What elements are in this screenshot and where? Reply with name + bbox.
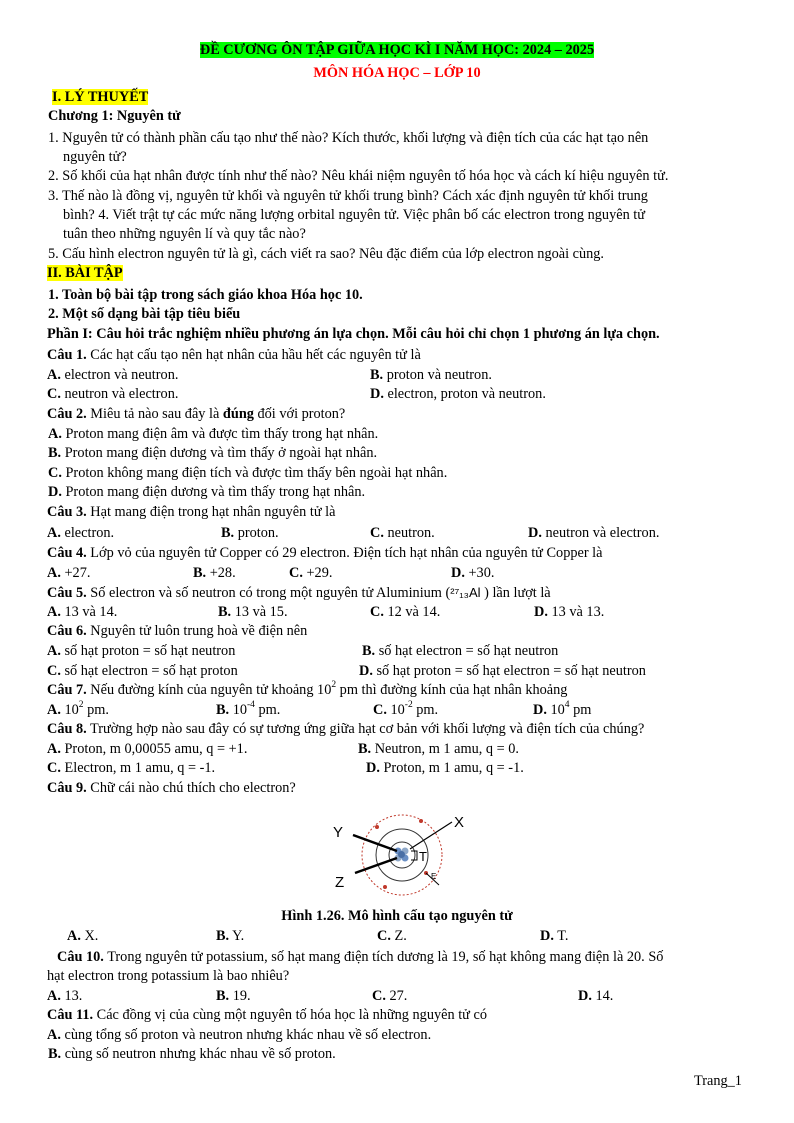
question-4-option-d: D. +30. <box>451 565 495 581</box>
question-9-option-d: D. T. <box>540 928 569 944</box>
question-2-option-a: A. Proton mang điện âm và được tìm thấy trong hạt nhân. <box>48 426 379 442</box>
label-z: Z <box>335 874 345 891</box>
question-9-option-c: C. Z. <box>377 928 407 944</box>
question-10-option-c: C. 27. <box>372 988 408 1004</box>
question-4-option-a: A. +27. <box>47 565 91 581</box>
pointer-z <box>355 858 397 873</box>
question-1: Câu 1. Các hạt cấu tạo nên hạt nhân của hầu hết các nguyên tử là <box>47 347 421 363</box>
question-6-option-c: C. số hạt electron = số hạt proton <box>47 663 238 679</box>
electron-dot <box>419 819 423 823</box>
question-5-option-c: C. 12 và 14. <box>370 604 441 620</box>
pointer-x <box>410 822 452 849</box>
figure-caption: Hình 1.26. Mô hình cấu tạo nguyên tử <box>281 908 513 924</box>
exercises-heading: II. BÀI TẬP <box>47 265 123 281</box>
question-10-option-a: A. 13. <box>47 988 83 1004</box>
question-1-option-c: C. neutron và electron. <box>47 386 179 402</box>
theory-question-2: 2. Số khối của hạt nhân được tính như thế nào? Nêu khái niệm nguyên tố hóa học và cách kí hiệu nguyên tử. <box>48 168 669 184</box>
document-title-line <box>0 41 794 61</box>
chapter-heading: Chương 1: Nguyên tử <box>48 108 181 124</box>
electron-dot <box>383 885 387 889</box>
question-8-option-b: B. Neutron, m 1 amu, q = 0. <box>358 741 519 757</box>
question-9: Câu 9. Chữ cái nào chú thích cho electron? <box>47 780 296 796</box>
document-title: ĐỀ CƯƠNG ÔN TẬP GIỮA HỌC KÌ I NĂM HỌC: 2024 – 2025 <box>199 42 595 58</box>
question-5-option-a: A. 13 và 14. <box>47 604 118 620</box>
exercise-item-2: 2. Một số dạng bài tập tiêu biểu <box>48 306 241 322</box>
question-10: Câu 10. Trong nguyên tử potassium, số hạt mang điện tích dương là 19, số hạt không mang điện là 20. Số <box>57 949 664 965</box>
label-y: Y <box>333 824 344 841</box>
label-e: E <box>431 872 437 881</box>
atom-model-figure <box>325 805 475 903</box>
part-1-heading: Phần I: Câu hỏi trắc nghiệm nhiều phương án lựa chọn. Mỗi câu hỏi chỉ chọn 1 phương án lựa chọn. <box>47 326 660 342</box>
question-1-option-b: B. proton và neutron. <box>370 367 492 383</box>
question-10-cont: hạt electron trong potassium là bao nhiêu? <box>47 968 290 984</box>
aluminium-symbol: ²⁷₁₃Al <box>450 585 481 600</box>
theory-question-5: 5. Cấu hình electron nguyên tử là gì, cách viết ra sao? Nêu đặc điểm của lớp electron ngoài cùng. <box>48 246 605 262</box>
question-10-option-b: B. 19. <box>216 988 251 1004</box>
question-1-option-d: D. electron, proton và neutron. <box>370 386 546 402</box>
question-5: Câu 5. Số electron và số neutron có trong một nguyên tử Aluminium (²⁷₁₃Al ) lần lượt là <box>47 585 551 601</box>
question-11-option-a: A. cùng tổng số proton và neutron nhưng khác nhau về số electron. <box>47 1027 432 1043</box>
question-1-option-a: A. electron và neutron. <box>47 367 179 383</box>
question-6-option-d: D. số hạt proton = số hạt electron = số hạt neutron <box>359 663 646 679</box>
question-7-option-b: B. $10^{-4}$ pm. <box>216 700 281 718</box>
question-6-option-b: B. số hạt electron = số hạt neutron <box>362 643 559 659</box>
question-6-option-a: A. số hạt proton = số hạt neutron <box>47 643 236 659</box>
question-3-option-b: B. proton. <box>221 525 279 541</box>
question-7-option-d: D. $10^4$ pm <box>533 700 592 718</box>
theory-question-3-cont2: tuân theo những nguyên lí và quy tắc nào? <box>63 226 306 242</box>
question-5-option-b: B. 13 và 15. <box>218 604 288 620</box>
theory-heading-line <box>52 88 148 108</box>
electron-dot <box>375 825 379 829</box>
question-8-option-d: D. Proton, m 1 amu, q = -1. <box>366 760 524 776</box>
question-2: Câu 2. Miêu tả nào sau đây là đúng đối với proton? <box>47 406 346 422</box>
question-3-option-d: D. neutron và electron. <box>528 525 660 541</box>
question-9-option-a: A. X. <box>67 928 99 944</box>
question-8-option-a: A. Proton, m 0,00055 amu, q = +1. <box>47 741 248 757</box>
question-7: Câu 7. Nếu đường kính của nguyên tử khoảng $10^2$ pm thì đường kính của hạt nhân khoảng <box>47 680 568 698</box>
question-11: Câu 11. Các đồng vị của cùng một nguyên tố hóa học là những nguyên tử có <box>47 1007 487 1023</box>
exercises-heading-line <box>47 264 123 284</box>
question-8-option-c: C. Electron, m 1 amu, q = -1. <box>47 760 216 776</box>
question-4-option-b: B. +28. <box>193 565 236 581</box>
question-2-option-c: C. Proton không mang điện tích và được tìm thấy bên ngoài hạt nhân. <box>48 465 448 481</box>
question-7-option-c: C. $10^{-2}$ pm. <box>373 700 439 718</box>
theory-heading: I. LÝ THUYẾT <box>52 89 149 105</box>
question-3: Câu 3. Hạt mang điện trong hạt nhân nguyên tử là <box>47 504 336 520</box>
question-7-option-a: A. $10^2$ pm. <box>47 700 109 718</box>
question-10-option-d: D. 14. <box>578 988 614 1004</box>
question-11-option-b: B. cùng số neutron nhưng khác nhau về số proton. <box>48 1046 336 1062</box>
label-x: X <box>454 814 465 831</box>
question-8: Câu 8. Trường hợp nào sau đây có sự tương ứng giữa hạt cơ bản với khối lượng và điện tích của chúng? <box>47 721 645 737</box>
question-3-option-c: C. neutron. <box>370 525 435 541</box>
question-6: Câu 6. Nguyên tử luôn trung hoà về điện nên <box>47 623 308 639</box>
theory-question-1: 1. Nguyên tử có thành phần cấu tạo như thế nào? Kích thước, khối lượng và điện tích của các hạt tạo nên <box>48 130 649 146</box>
question-4-option-c: C. +29. <box>289 565 333 581</box>
theory-question-3: 3. Thế nào là đồng vị, nguyên tử khối và nguyên tử khối trung bình? Cách xác định nguyên tử khối trung <box>48 188 648 204</box>
question-3-option-a: A. electron. <box>47 525 115 541</box>
label-t: T <box>419 849 427 864</box>
question-2-option-b: B. Proton mang điện dương và tìm thấy ở ngoài hạt nhân. <box>48 445 378 461</box>
theory-question-1-cont: nguyên tử? <box>63 149 127 165</box>
document-subtitle: MÔN HÓA HỌC – LỚP 10 <box>313 65 481 81</box>
theory-question-3-cont: bình? 4. Viết trật tự các mức năng lượng orbital nguyên tử. Việc phân bố các electron trong nguyên tử <box>63 207 646 223</box>
question-9-option-b: B. Y. <box>216 928 245 944</box>
question-4: Câu 4. Lớp vỏ của nguyên tử Copper có 29 electron. Điện tích hạt nhân của nguyên tử Copper là <box>47 545 603 561</box>
question-2-option-d: D. Proton mang điện dương và tìm thấy trong hạt nhân. <box>48 484 366 500</box>
pointer-y <box>353 835 397 851</box>
question-5-option-d: D. 13 và 13. <box>534 604 605 620</box>
exercise-item-1: 1. Toàn bộ bài tập trong sách giáo khoa Hóa học 10. <box>48 287 363 303</box>
page-number: Trang_1 <box>694 1073 742 1089</box>
